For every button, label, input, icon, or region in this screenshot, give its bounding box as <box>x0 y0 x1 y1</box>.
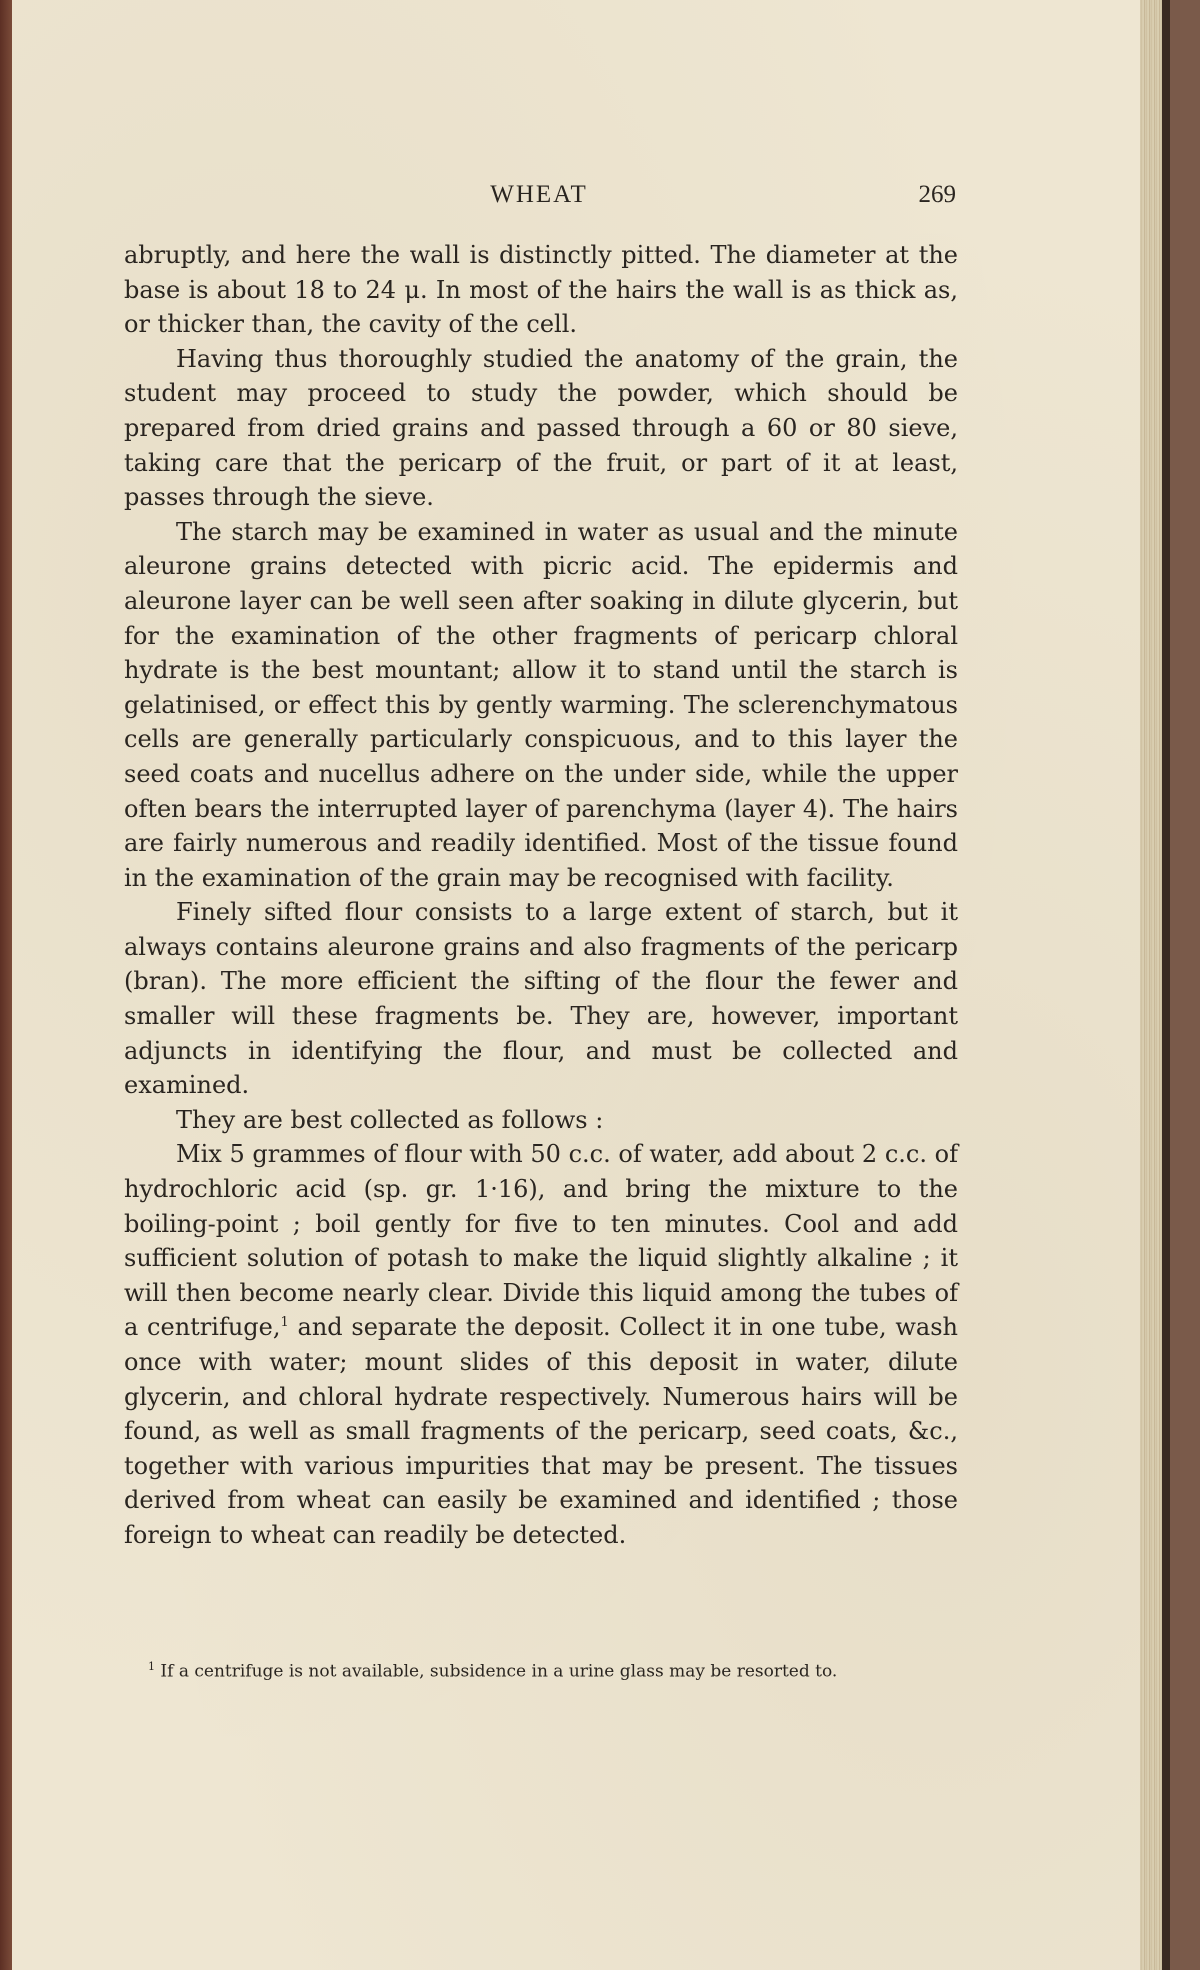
paragraph: abruptly, and here the wall is distinctly pitted. The diameter at the base is about 18 to 24 μ. In most of the hairs the wall is as thick as, or thicker than, the cavity of the cell. <box>124 241 958 339</box>
cover-edge <box>1162 0 1170 1970</box>
footnote-marker: 1 <box>148 1660 155 1673</box>
paragraph: They are best collected as follows : <box>176 1105 604 1134</box>
footnote <box>148 1660 968 1682</box>
paragraph <box>124 1137 958 1552</box>
paragraph: The starch may be examined in water as usual and the minute aleurone grains detected with picric acid. The epidermis and aleurone layer can be well seen after soaking in dilute glycerin, but for the examination of the other fragments of pericarp chloral hydrate is the best mountant; allow it to stand until the starch is gelatinised, or effect this by gently warming. The sclerenchymatous cells are generally particularly conspicuous, and to this layer the seed coats and nucellus adhere on the under side, while the upper often bears the interrupted layer of parenchyma (layer 4). The hairs are fairly numerous and readily identified. Most of the tissue found in the examination of the grain may be recognised with facility. <box>124 517 958 892</box>
page-header <box>122 181 956 213</box>
footnote-text: If a centrifuge is not available, subsidence in a urine glass may be resorted to. <box>160 1661 838 1682</box>
body-text <box>124 238 958 1553</box>
paragraph-text: and separate the deposit. Collect it in one tube, wash once with water; mount slides of this deposit in water, dilute glycerin, and chloral hydrate respectively. Numerous hairs will be found, as well as small fragments of the pericarp, seed coats, &c., together with various impurities that may be present. The tissues derived from wheat can easily be examined and identified ; those foreign to wheat can readily be detected. <box>124 1313 958 1549</box>
page-number: 269 <box>918 181 956 208</box>
paragraph: Having thus thoroughly studied the anatomy of the grain, the student may proceed to study the powder, which should be prepared from dried grains and passed through a 60 or 80 sieve, taking care that the pericarp of the fruit, or part of it at least, passes through the sieve. <box>124 344 958 512</box>
paragraph-text: Mix 5 grammes of flour with 50 c.c. of water, add about 2 c.c. of hydrochloric acid (sp. gr. 1·16), and bring the mixture to the boiling-point ; boil gently for five to ten minutes. Cool and add sufficient solution of potash to make the liquid slightly alkaline ; it will then become nearly clear. Divide this liquid among the tubes of a centrifuge, <box>124 1140 958 1342</box>
running-head: WHEAT <box>490 181 588 208</box>
paragraph: Finely sifted flour consists to a large extent of starch, but it always contains aleurone grains and also fragments of the pericarp (bran). The more efficient the sifting of the flour the fewer and smaller will these fragments be. They are, however, important adjuncts in identifying the flour, and must be collected and examined. <box>124 898 958 1100</box>
footnote-reference: 1 <box>280 1315 289 1331</box>
